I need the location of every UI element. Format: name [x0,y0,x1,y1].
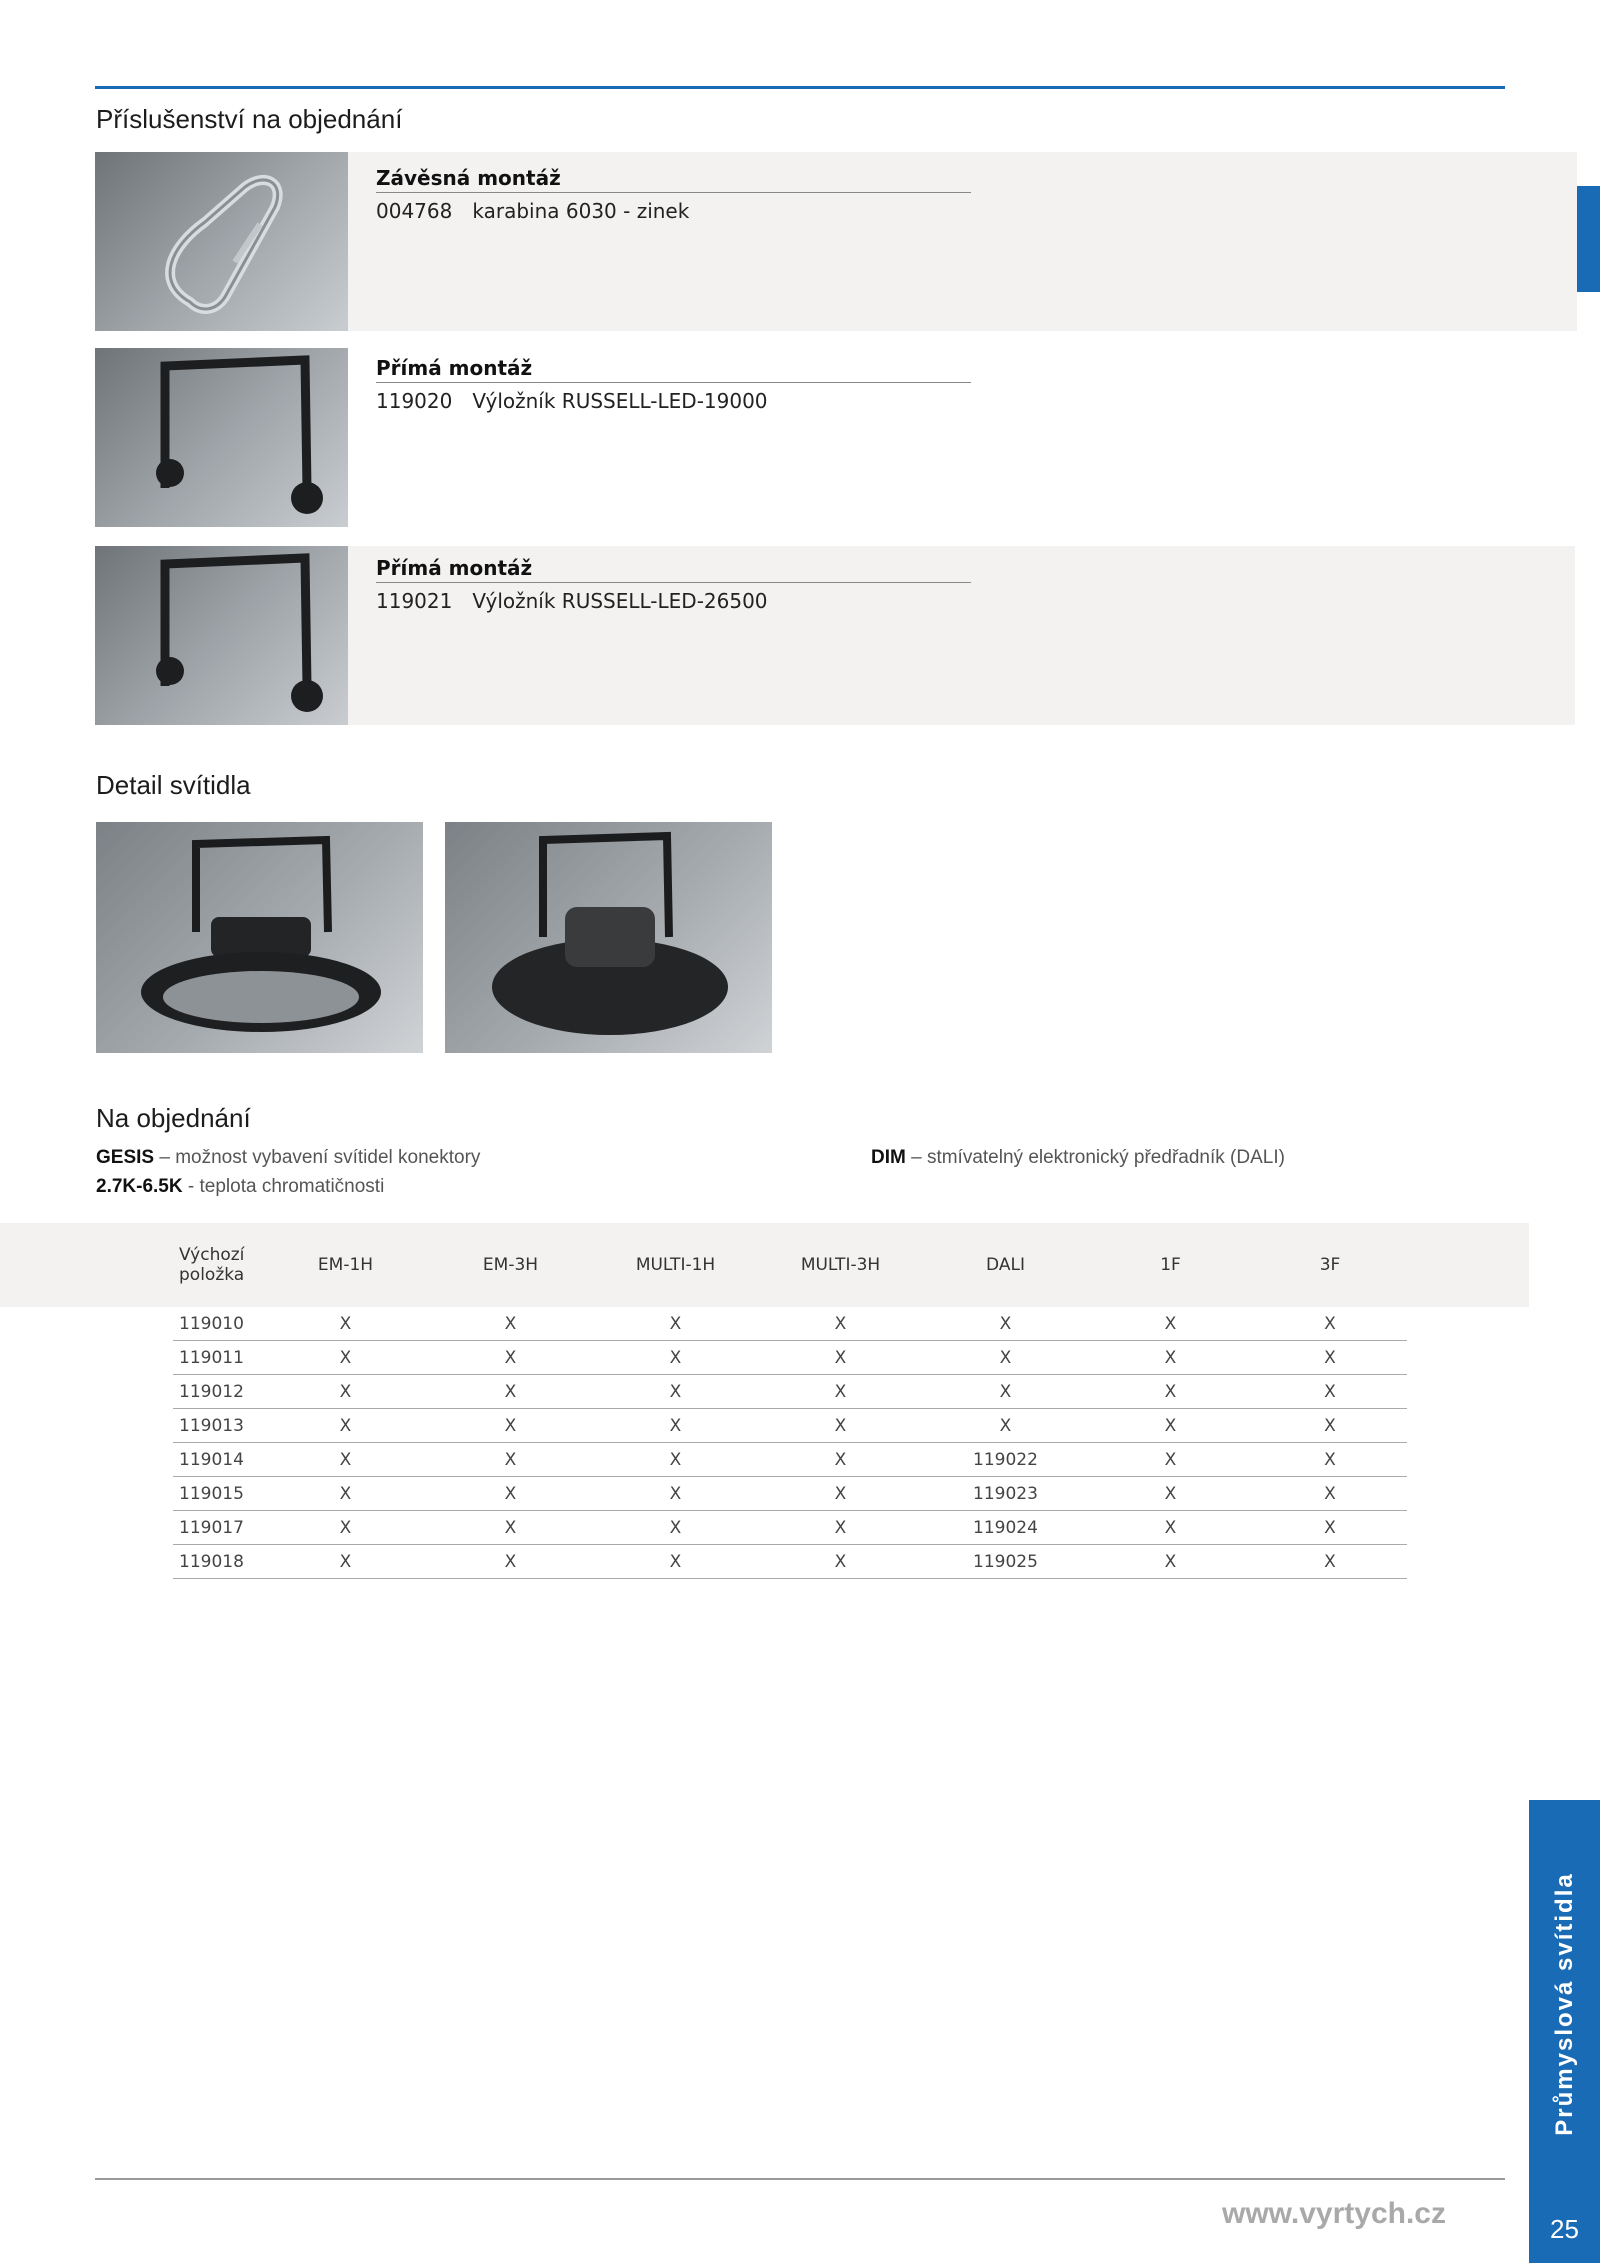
option-cell: X [593,1341,758,1375]
option-cell: X [428,1341,593,1375]
luminaire-back-image [445,822,772,1053]
table-row [173,1545,1407,1579]
option-cell: X [428,1477,593,1511]
option-cell: 119024 [923,1511,1088,1545]
option-cell: X [263,1511,428,1545]
order-title: Na objednání [96,1103,251,1133]
option-cell: X [758,1545,923,1579]
accessories-title: Příslušenství na objednání [96,104,403,134]
option-cell: X [758,1341,923,1375]
column-header: MULTI-3H [800,1255,881,1275]
option-cell: X [758,1409,923,1443]
bracket-image [95,348,348,527]
option-cell: X [263,1477,428,1511]
option-cell: X [923,1409,1088,1443]
item-code-cell: 119018 [173,1545,263,1579]
option-cell: X [1088,1443,1253,1477]
item-code-cell: 119011 [173,1341,263,1375]
table-row [173,1477,1407,1511]
option-cell: X [1253,1443,1407,1477]
table-row [173,1341,1407,1375]
luminaire-front-image [96,822,423,1053]
accessory-info [376,356,971,413]
option-cell: X [428,1375,593,1409]
option-cell: X [428,1511,593,1545]
table-header-row [173,1223,1407,1307]
option-cell: X [758,1375,923,1409]
option-cell: X [1253,1477,1407,1511]
option-cell: X [1253,1511,1407,1545]
option-cell: X [263,1409,428,1443]
column-header: DALI [986,1255,1025,1275]
bottom-divider [95,2178,1505,2180]
column-header: EM-1H [317,1255,374,1275]
option-cell: X [593,1545,758,1579]
accessory-info [376,556,971,613]
table-row [173,1511,1407,1545]
option-cell: 119025 [923,1545,1088,1579]
column-header: 1F [1160,1255,1181,1275]
page-number: 25 [1550,2214,1579,2244]
option-cell: X [923,1375,1088,1409]
option-cell: X [593,1511,758,1545]
legend-term: 2.7K-6.5K [96,1176,183,1197]
side-tab [1529,1800,1600,2263]
option-cell: X [758,1511,923,1545]
item-code-cell: 119012 [173,1375,263,1409]
accessory-code: 119021 [376,589,453,613]
option-cell: X [428,1443,593,1477]
column-header: EM-3H [482,1255,539,1275]
accessory-info [376,166,971,223]
option-cell: X [923,1307,1088,1341]
option-cell: X [1088,1511,1253,1545]
option-cell: X [1253,1545,1407,1579]
legend-term: GESIS [96,1147,155,1168]
legend-item [96,1147,480,1169]
option-cell: X [758,1307,923,1341]
accessory-heading: Přímá montáž [376,356,971,383]
carabiner-image [95,152,348,331]
accessory-name: karabina 6030 - zinek [472,199,690,223]
option-cell: X [1253,1307,1407,1341]
table-row [173,1307,1407,1341]
option-cell: X [758,1477,923,1511]
option-cell: X [1088,1375,1253,1409]
accessory-name: Výložník RUSSELL-LED-26500 [472,589,768,613]
website-link[interactable]: www.vyrtych.cz [1222,2197,1446,2230]
legend-term: DIM [871,1147,906,1168]
table-row [173,1375,1407,1409]
table-row [173,1443,1407,1477]
option-cell: X [923,1341,1088,1375]
option-cell: X [758,1443,923,1477]
option-cell: X [263,1307,428,1341]
side-tab-label: Průmyslová svítidla [1550,1872,1578,2136]
option-cell: X [593,1307,758,1341]
option-cell: X [593,1477,758,1511]
item-code-cell: 119017 [173,1511,263,1545]
option-cell: X [1253,1341,1407,1375]
accessory-name: Výložník RUSSELL-LED-19000 [472,389,768,413]
option-cell: 119023 [923,1477,1088,1511]
option-cell: X [1253,1409,1407,1443]
accessory-heading: Přímá montáž [376,556,971,583]
item-code-cell: 119014 [173,1443,263,1477]
legend-item [871,1147,1285,1169]
accessory-code: 004768 [376,199,453,223]
option-cell: X [263,1375,428,1409]
options-table [173,1223,1407,1579]
option-cell: X [263,1443,428,1477]
legend-text: - teplota chromatičnosti [182,1176,385,1197]
column-header: Výchozí položka [179,1245,245,1285]
option-cell: X [1088,1477,1253,1511]
option-cell: X [1253,1375,1407,1409]
legend-text: – možnost vybavení svítidel konektory [154,1147,481,1168]
column-header: MULTI-1H [635,1255,716,1275]
option-cell: X [428,1307,593,1341]
option-cell: X [1088,1545,1253,1579]
item-code-cell: 119015 [173,1477,263,1511]
detail-title: Detail svítidla [96,770,251,800]
option-cell: 119022 [923,1443,1088,1477]
top-divider [95,86,1505,89]
option-cell: X [593,1443,758,1477]
column-header: 3F [1319,1255,1341,1275]
legend-text: – stmívatelný elektronický předřadník (DALI) [905,1147,1285,1168]
option-cell: X [263,1545,428,1579]
option-cell: X [593,1409,758,1443]
legend-item [96,1176,384,1198]
item-code-cell: 119013 [173,1409,263,1443]
option-cell: X [1088,1341,1253,1375]
table-row [173,1409,1407,1443]
option-cell: X [263,1341,428,1375]
option-cell: X [428,1545,593,1579]
accessory-heading: Závěsná montáž [376,166,971,193]
item-code-cell: 119010 [173,1307,263,1341]
accessory-code: 119020 [376,389,453,413]
option-cell: X [428,1409,593,1443]
option-cell: X [1088,1307,1253,1341]
option-cell: X [593,1375,758,1409]
bracket-image [95,546,348,725]
option-cell: X [1088,1409,1253,1443]
